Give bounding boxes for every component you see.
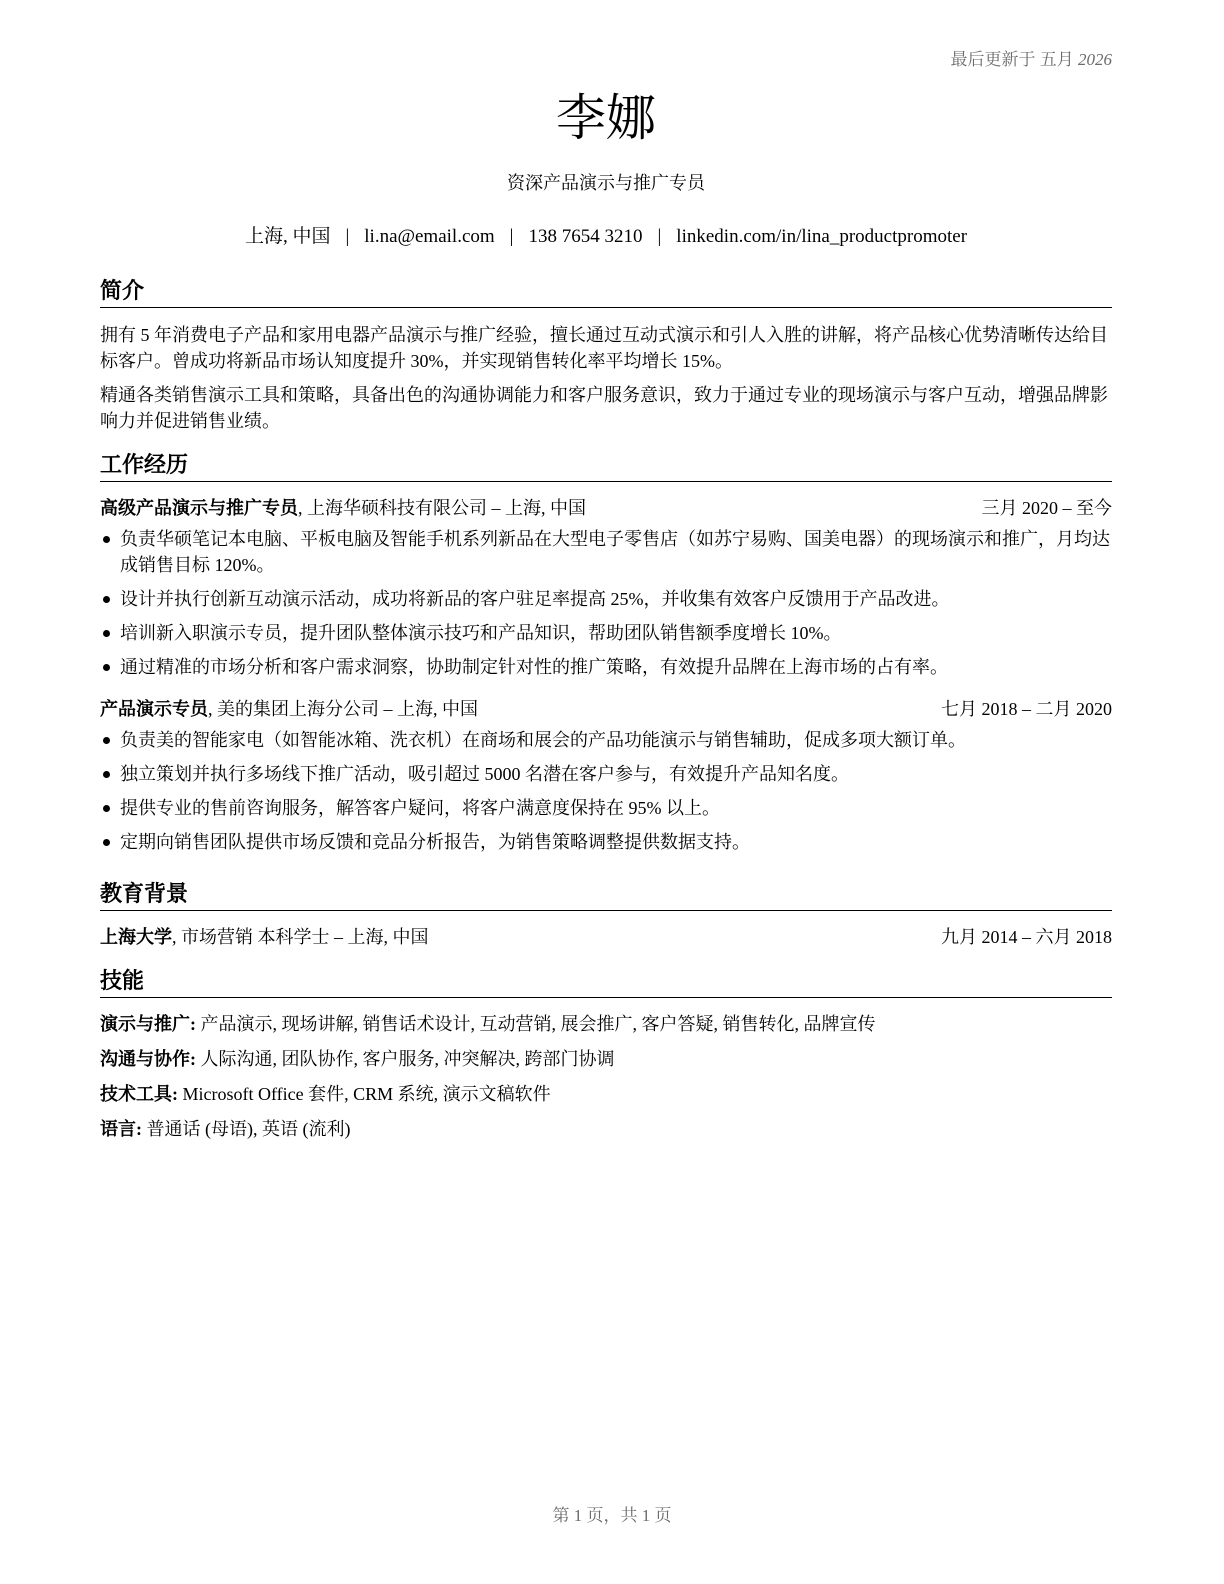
job-bullets: [100, 727, 1112, 855]
job-entry: [100, 495, 1112, 680]
last-updated: [951, 45, 1113, 70]
summary-paragraph: 拥有 5 年消费电子产品和家用电器产品演示与推广经验，擅长通过互动式演示和引人入胜的讲解，将产品核心优势清晰传达给目标客户。曾成功将新品市场认知度提升 30%，并实现销售转化率平均增长 15%。: [100, 325, 1108, 371]
education-detail: , 市场营销 本科学士 – 上海, 中国: [172, 927, 429, 947]
education-title-line: [100, 924, 429, 950]
list-item: 独立策划并执行多场线下推广活动，吸引超过 5000 名潜在客户参与，有效提升产品知名度。: [100, 761, 1112, 787]
summary-paragraph: 精通各类销售演示工具和策略，具备出色的沟通协调能力和客户服务意识，致力于通过专业的现场演示与客户互动，增强品牌影响力并促进销售业绩。: [100, 385, 1108, 431]
skill-label: 技术工具:: [100, 1084, 178, 1104]
last-updated-month: 五月: [1039, 50, 1074, 69]
section-title: 教育背景: [100, 880, 1112, 911]
section-title: 简介: [100, 277, 1112, 308]
contact-separator: |: [509, 226, 514, 247]
list-item: 定期向销售团队提供市场反馈和竞品分析报告，为销售策略调整提供数据支持。: [100, 829, 1112, 855]
job-org: , 上海华硕科技有限公司 – 上海, 中国: [298, 498, 586, 518]
job-title-line: [100, 696, 478, 722]
education-section: [100, 880, 1112, 950]
contact-separator: |: [345, 226, 350, 247]
resume-page: [100, 0, 1112, 1584]
experience-section: [100, 451, 1112, 855]
section-title: 技能: [100, 967, 1112, 998]
job-role: 高级产品演示与推广专员: [100, 498, 298, 518]
page-footer: 第 1 页，共 1 页: [552, 1506, 672, 1525]
contact-email[interactable]: li.na@email.com: [364, 226, 495, 247]
job-role: 产品演示专员: [100, 699, 208, 719]
job-bullets: [100, 526, 1112, 680]
education-entry: [100, 924, 1112, 950]
contact-separator: |: [657, 226, 662, 247]
job-dates: 三月 2020 – 至今: [981, 498, 1112, 518]
list-item: 培训新入职演示专员，提升团队整体演示技巧和产品知识，帮助团队销售额季度增长 10%。: [100, 620, 1112, 646]
list-item: 通过精准的市场分析和客户需求洞察，协助制定针对性的推广策略，有效提升品牌在上海市场的占有率。: [100, 654, 1112, 680]
contact-phone: 138 7654 3210: [528, 226, 643, 247]
skill-value: 产品演示, 现场讲解, 销售话术设计, 互动营销, 展会推广, 客户答疑, 销售转化, 品牌宣传: [196, 1014, 876, 1034]
contact-line: [100, 224, 1112, 250]
skill-value: 普通话 (母语), 英语 (流利): [142, 1119, 351, 1139]
job-header: [100, 495, 1112, 521]
summary-section: [100, 277, 1112, 434]
job-header: [100, 696, 1112, 722]
list-item: 负责美的智能家电（如智能冰箱、洗衣机）在商场和展会的产品功能演示与销售辅助，促成多项大额订单。: [100, 727, 1112, 753]
education-school: 上海大学: [100, 927, 172, 947]
job-org: , 美的集团上海分公司 – 上海, 中国: [208, 699, 478, 719]
job-dates: 七月 2018 – 二月 2020: [941, 699, 1112, 719]
section-title: 工作经历: [100, 451, 1112, 482]
skill-value: 人际沟通, 团队协作, 客户服务, 冲突解决, 跨部门协调: [196, 1049, 615, 1069]
skills-section: [100, 967, 1112, 1142]
skill-row: [100, 1081, 1112, 1107]
contact-location: 上海, 中国: [244, 226, 331, 247]
skill-row: [100, 1011, 1112, 1037]
last-updated-prefix: 最后更新于: [950, 50, 1036, 69]
list-item: 负责华硕笔记本电脑、平板电脑及智能手机系列新品在大型电子零售店（如苏宁易购、国美电器）的现场演示和推广，月均达成销售目标 120%。: [100, 526, 1112, 578]
list-item: 提供专业的售前咨询服务，解答客户疑问，将客户满意度保持在 95% 以上。: [100, 795, 1112, 821]
candidate-headline: 资深产品演示与推广专员: [507, 173, 705, 193]
skill-label: 沟通与协作:: [100, 1049, 196, 1069]
list-item: 设计并执行创新互动演示活动，成功将新品的客户驻足率提高 25%，并收集有效客户反馈用于产品改进。: [100, 586, 1112, 612]
job-entry: [100, 696, 1112, 855]
job-title-line: [100, 495, 586, 521]
skill-row: [100, 1116, 1112, 1142]
contact-linkedin[interactable]: linkedin.com/in/lina_productpromoter: [676, 226, 968, 247]
skill-label: 语言:: [100, 1119, 142, 1139]
candidate-name: 李娜: [556, 89, 656, 147]
skill-row: [100, 1046, 1112, 1072]
last-updated-year: 2026: [1078, 50, 1112, 69]
skill-value: Microsoft Office 套件, CRM 系统, 演示文稿软件: [178, 1084, 551, 1104]
skill-label: 演示与推广:: [100, 1014, 196, 1034]
education-dates: 九月 2014 – 六月 2018: [941, 927, 1112, 947]
